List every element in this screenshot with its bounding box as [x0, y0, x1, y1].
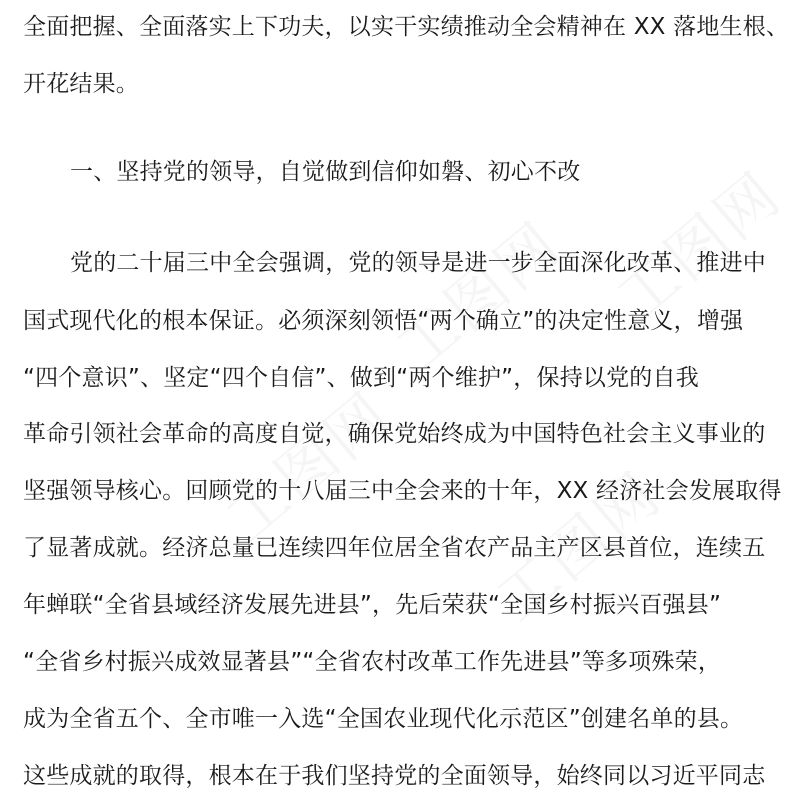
watermark: 工图网	[483, 458, 676, 636]
watermark: 工图网	[213, 378, 406, 556]
watermark: 工图网	[603, 158, 796, 336]
body-text-line: 这些成就的取得，根本在于我们坚持党的全面领导，始终同以习近平同志	[23, 763, 766, 789]
body-text-line: 成为全省五个、全市唯一入选“全国农业现代化示范区”创建名单的县。	[23, 706, 744, 732]
section-heading: 一、坚持党的领导，自觉做到信仰如磐、初心不改	[70, 159, 581, 185]
body-text-line: 了显著成就。经济总量已连续四年位居全省农产品主产区县首位，连续五	[23, 535, 766, 561]
body-text-line: 坚强领导核心。回顾党的十八届三中全会来的十年，XX 经济社会发展取得	[23, 478, 782, 504]
body-text-line: 年蝉联“全省县域经济发展先进县”，先后荣获“全国乡村振兴百强县”	[23, 592, 722, 618]
body-text-line: “全省乡村振兴成效显著县”“全省农村改革工作先进县”等多项殊荣，	[23, 649, 722, 675]
body-text-line: 党的二十届三中全会强调，党的领导是进一步全面深化改革、推进中	[70, 250, 766, 276]
body-text-line: 革命引领社会革命的高度自觉，确保党始终成为中国特色社会主义事业的	[23, 421, 766, 447]
body-text-line: 国式现代化的根本保证。必须深刻领悟“两个确立”的决定性意义，增强	[23, 308, 744, 334]
body-text-line: 开花结果。	[23, 71, 139, 97]
body-text-line: “四个意识”、坚定“四个自信”、做到“两个维护”，保持以党的自我	[23, 365, 699, 391]
body-text-line: 全面把握、全面落实上下功夫，以实干实绩推动全会精神在 XX 落地生根、	[23, 14, 790, 40]
watermark: 工图网	[383, 208, 576, 386]
